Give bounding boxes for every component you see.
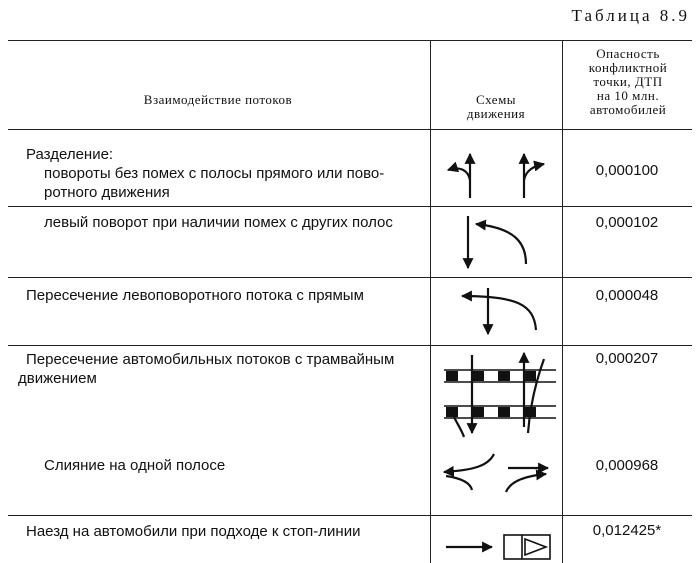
header-bottom-border: [8, 129, 692, 130]
scheme-merging-icon: [432, 448, 560, 494]
header-interaction: Взаимодействие потоков: [143, 92, 293, 107]
row-text: левый поворот при наличии помех с других полос: [44, 214, 393, 231]
row-divider: [8, 206, 692, 207]
scheme-tram-crossing-icon: [432, 347, 560, 439]
row-value: 0,012425*: [592, 522, 662, 539]
row-text: Наезд на автомобили при подходе к стоп-линии: [26, 523, 361, 540]
column-divider: [430, 40, 431, 563]
row-value: 0,000207: [595, 350, 659, 367]
header-schemes: Схемы движения: [466, 92, 526, 121]
scheme-crossing-icon: [432, 282, 560, 342]
row-text: Пересечение левоповоротного потока с прямым: [26, 287, 364, 304]
row-separation-title: Разделение:: [26, 146, 114, 163]
row-text: Пересечение автомобильных потоков с трамвайным: [26, 351, 395, 368]
row-divider: [8, 345, 692, 346]
row-value: 0,000102: [595, 214, 659, 231]
row-text: ротного движения: [44, 184, 170, 201]
table-top-border: [8, 40, 692, 41]
row-value: 0,000968: [595, 457, 659, 474]
scheme-left-turn-icon: [432, 208, 560, 272]
header-danger: Опасность конфликтной точки, ДТП на 10 млн. автомобилей: [588, 46, 668, 117]
row-divider: [8, 515, 692, 516]
table-caption: Таблица 8.9: [571, 6, 690, 25]
scheme-stop-line-icon: [432, 527, 560, 561]
row-text: движением: [18, 370, 97, 387]
scheme-diverging-icon: [432, 140, 560, 204]
row-text: Слияние на одной полосе: [44, 457, 226, 474]
row-value: 0,000100: [595, 162, 659, 179]
row-divider: [8, 277, 692, 278]
row-text: повороты без помех с полосы прямого или пово-: [44, 165, 385, 182]
row-value: 0,000048: [595, 287, 659, 304]
